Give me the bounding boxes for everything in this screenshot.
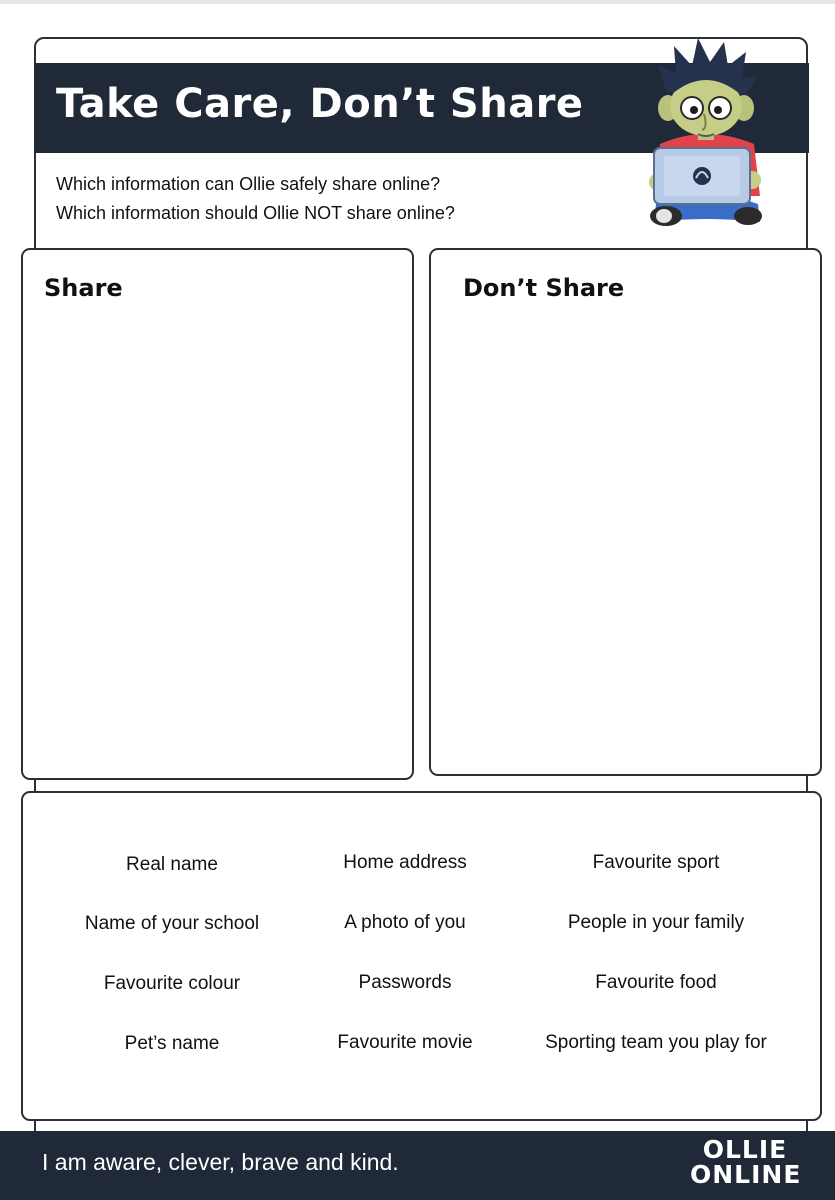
word-bank — [21, 791, 822, 1121]
share-heading: Share — [44, 274, 123, 302]
footer-motto: I am aware, clever, brave and kind. — [42, 1149, 399, 1175]
share-column[interactable] — [21, 248, 414, 780]
page-title: Take Care, Don’t Share — [56, 81, 584, 127]
word-card[interactable]: Name of your school — [84, 913, 260, 934]
instruction-line-2: Which information should Ollie NOT share online? — [56, 202, 455, 223]
word-card[interactable]: Home address — [343, 852, 467, 873]
logo-line-1: OLLIE — [702, 1135, 788, 1164]
dont-share-heading: Don’t Share — [463, 274, 625, 302]
word-card[interactable]: Favourite colour — [103, 973, 241, 994]
word-card[interactable]: People in your family — [567, 912, 745, 933]
word-card[interactable]: Favourite sport — [592, 852, 720, 873]
dont-share-column[interactable] — [429, 248, 822, 776]
ollie-online-logo — [690, 1137, 800, 1187]
word-card[interactable]: Favourite food — [595, 972, 717, 993]
word-card[interactable]: Pet’s name — [124, 1033, 220, 1054]
word-card[interactable]: Passwords — [358, 972, 452, 993]
ollie-mascot-illustration — [636, 36, 776, 232]
word-card[interactable]: Real name — [126, 854, 218, 875]
footer-bar — [0, 1131, 835, 1200]
page-top-edge — [0, 0, 835, 4]
instructions — [56, 170, 455, 227]
word-card[interactable]: A photo of you — [344, 912, 466, 933]
logo-line-2: ONLINE — [690, 1160, 802, 1189]
word-card[interactable]: Sporting team you play for — [545, 1032, 767, 1053]
instruction-line-1: Which information can Ollie safely share online? — [56, 174, 441, 194]
word-card[interactable]: Favourite movie — [337, 1032, 473, 1053]
